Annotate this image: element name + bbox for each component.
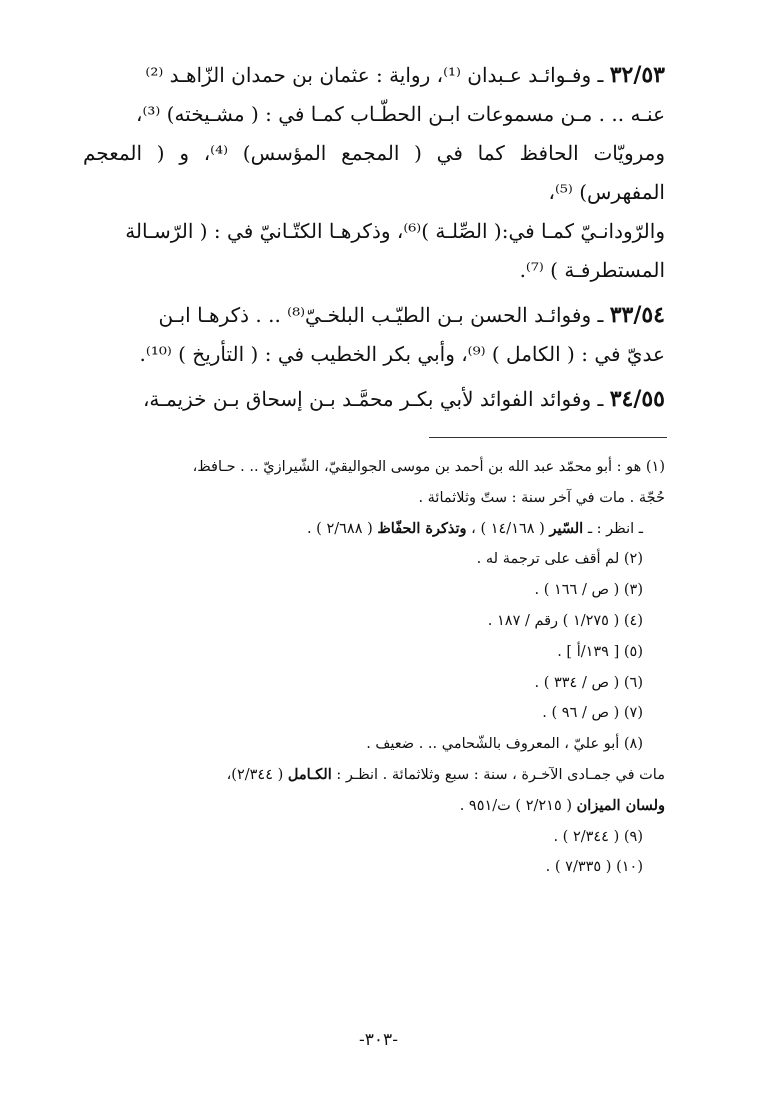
footnote-line: (٧) ( ص / ٩٦ ) . xyxy=(542,705,643,722)
entry-line: المستطرفـة ) ⁽⁷⁾. xyxy=(519,258,665,282)
entry-line: والرّودانـيّ كمـا في:( الصِّلـة )⁽⁶⁾، وذكرهـا الكتّـانيّ في : ( الرّسـالة xyxy=(125,219,665,243)
footnote-line: (١) هو : أبو محمّد عبد الله بن أحمد بن موسى الجواليقيّ، الشّيرازيّ .. . حـافظ، xyxy=(192,459,665,475)
entry-line: ومرويّات الحافظ كما في ( المجمع المؤسس) ⁽⁴⁾، و ( المعجم المفهرس) ⁽⁵⁾، xyxy=(83,141,666,204)
entry-line: عديّ في : ( الكامل ) ⁽⁹⁾، وأبي بكر الخطيب في : ( التأريخ ) ⁽¹⁰⁾. xyxy=(139,342,665,366)
entry-number: ٣٣/٥٤ xyxy=(609,302,665,328)
footnote-line: حُجّة . مات في آخر سنة : ستّ وثلاثمائة . xyxy=(418,489,665,506)
page-number: -٣٠٣- xyxy=(359,1030,398,1050)
entry-number: ٣٢/٥٣ xyxy=(609,62,665,88)
footnote-line: (٢) لم أقف على ترجمة له . xyxy=(476,551,643,568)
footnote-divider xyxy=(429,437,667,438)
entry-line: ٣٢/٥٣ ـ وفـوائـد عـبدان ⁽¹⁾، رواية : عثمان بن حمدان الزّاهـد ⁽²⁾ xyxy=(145,62,665,88)
footnote-line: (٥) [ ١٣٩/أ ] . xyxy=(557,643,643,660)
entry-line: ٣٤/٥٥ ـ وفوائد الفوائد لأبي بكـر محمَّـد بـن إسحاق بـن خزيمـة، xyxy=(142,386,665,412)
footnote-line: (٤) ( ١/٢٧٥ ) رقم / ١٨٧ . xyxy=(487,612,643,629)
footnote-line: (٦) ( ص / ٣٣٤ ) . xyxy=(534,674,643,691)
footnote-line: (٩) ( ٢/٣٤٤ ) . xyxy=(553,828,643,845)
footnote-line: (٣) ( ص / ١٦٦ ) . xyxy=(534,582,643,599)
main-text xyxy=(83,56,665,419)
footnote-line: ـ انظر : ـ السّير ( ١٤/١٦٨ ) ، وتذكرة الحفّاظ ( ٢/٦٨٨ ) . xyxy=(306,519,643,537)
footnotes xyxy=(83,452,665,883)
footnote-line: (١٠) ( ٧/٣٣٥ ) . xyxy=(545,859,643,876)
entry-line: ٣٣/٥٤ ـ وفوائـد الحسن بـن الطيّـب البلخـيّ⁽⁸⁾ .. . ذكرهـا ابـن xyxy=(158,302,665,328)
footnote-line: مات في جمـادى الآخـرة ، سنة : سبع وثلاثمائة . انظـر : الكـامل ( ٢/٣٤٤)، xyxy=(226,765,665,783)
entry-number: ٣٤/٥٥ xyxy=(609,386,665,412)
footnote-line: (٨) أبو عليّ ، المعروف بالشّحامي .. . ضعيف . xyxy=(366,736,643,753)
entry-line: عنـه .. . مـن مسموعات ابـن الحطّـاب كمـا في : ( مشـيخته) ⁽³⁾، xyxy=(135,102,665,126)
footnote-line: ولسان الميزان ( ٢/٢١٥ ) ت/٩٥١ . xyxy=(459,796,665,814)
